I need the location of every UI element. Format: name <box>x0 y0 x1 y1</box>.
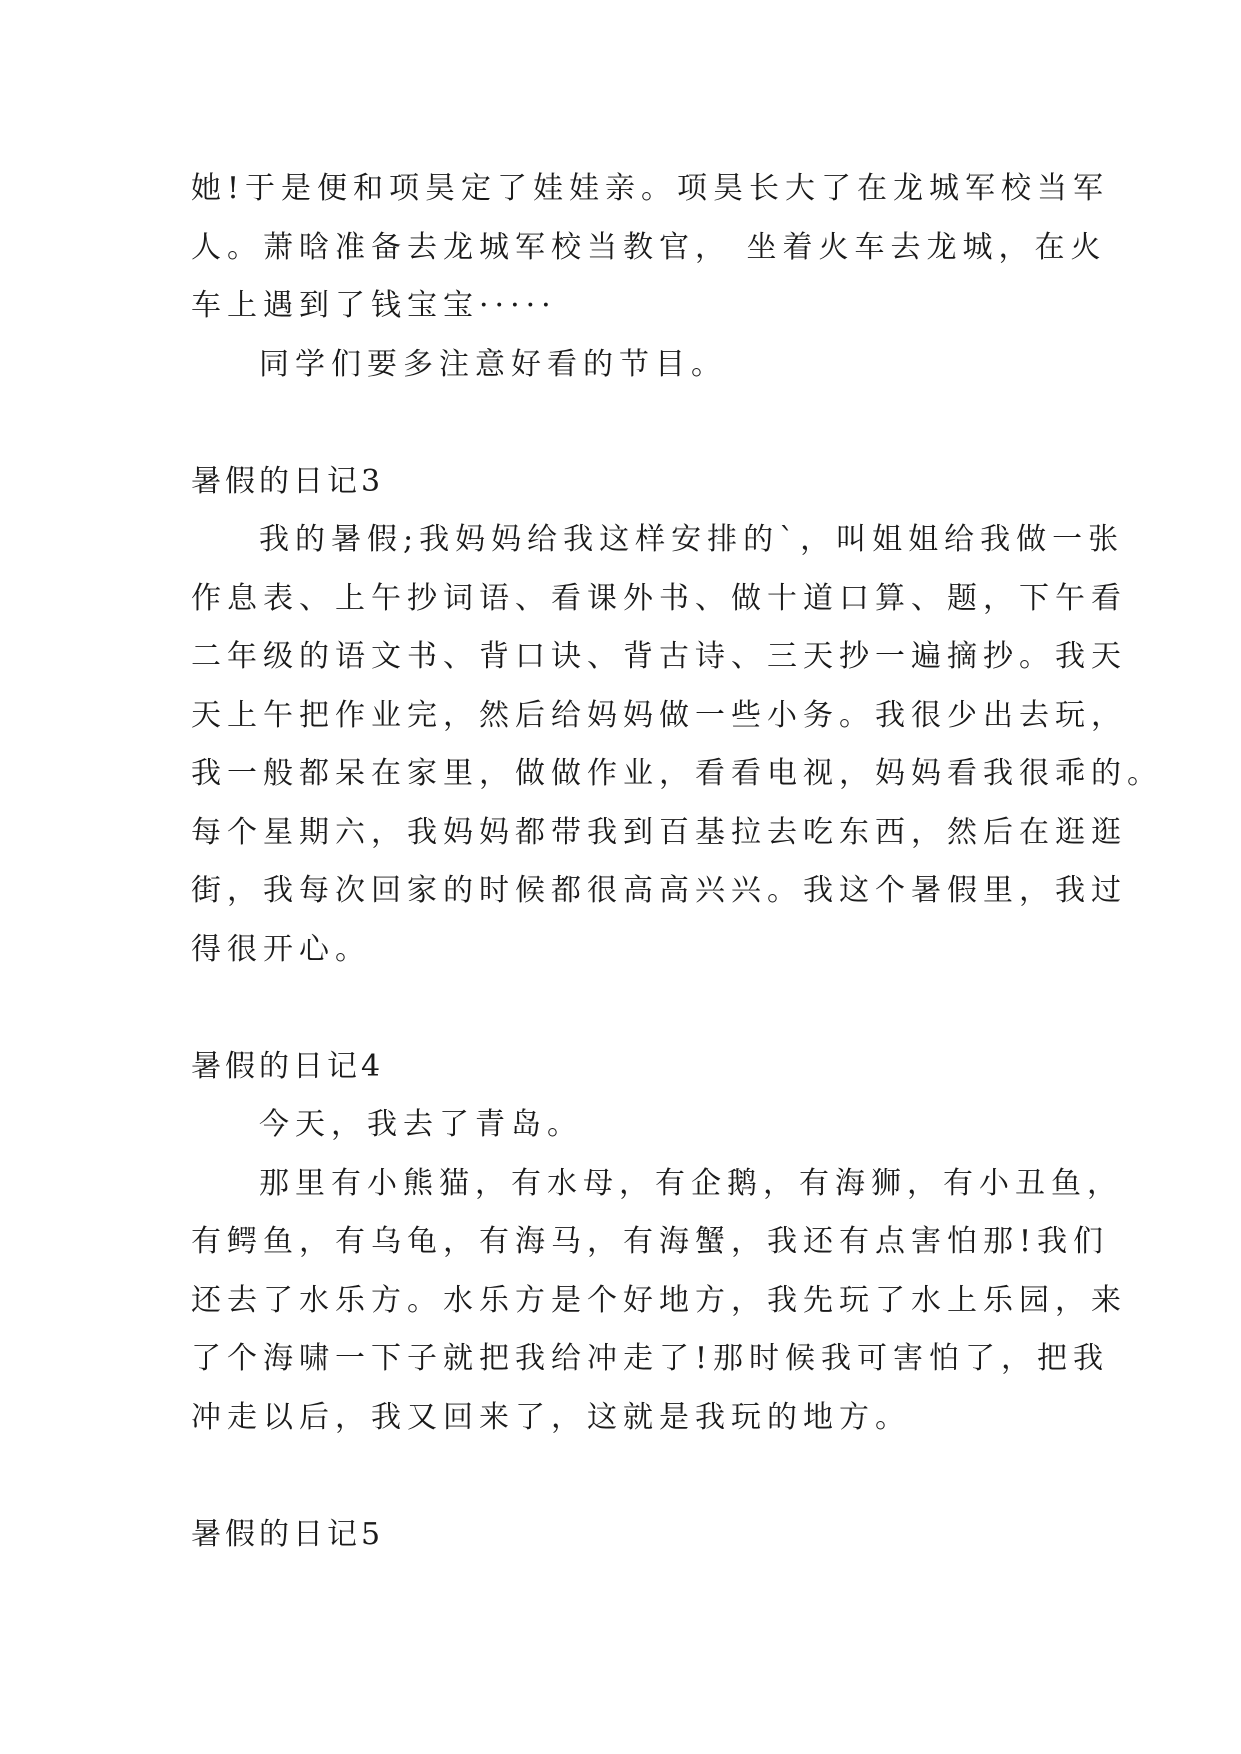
closing-sentence: 同学们要多注意好看的节目。 <box>259 346 727 382</box>
paragraph-line: 得很开心。 <box>191 931 371 967</box>
paragraph-line: 了个海啸一下子就把我给冲走了!那时候我可害怕了，把我 <box>191 1341 1110 1376</box>
section-gap <box>191 979 1051 1038</box>
paragraph-line: 二年级的语文书、背口诀、背古诗、三天抄一遍摘抄。我天 <box>191 639 1127 674</box>
paragraph-line: 那里有小熊猫，有水母，有企鹅，有海狮，有小丑鱼， <box>259 1165 1123 1201</box>
section-gap <box>191 394 1051 453</box>
paragraph-line: 她!于是便和项昊定了娃娃亲。项昊长大了在龙城军校当军 <box>191 171 1110 206</box>
paragraph-line: 还去了水乐方。水乐方是个好地方，我先玩了水上乐园，来 <box>191 1282 1127 1318</box>
paragraph-line: 天上午把作业完，然后给妈妈做一些小务。我很少出去玩， <box>191 697 1127 733</box>
paragraph-line: 作息表、上午抄词语、看课外书、做十道口算、题，下午看 <box>191 580 1127 616</box>
paragraph-line: 我一般都呆在家里，做做作业，看看电视，妈妈看我很乖的。 <box>191 756 1163 791</box>
paragraph-line: 有鳄鱼，有乌龟，有海马，有海蟹，我还有点害怕那!我们 <box>191 1224 1110 1259</box>
diary-3-title: 暑假的日记3 <box>191 463 385 499</box>
paragraph-line: 街，我每次回家的时候都很高高兴兴。我这个暑假里，我过 <box>191 873 1127 908</box>
paragraph-line: 冲走以后，我又回来了，这就是我玩的地方。 <box>191 1399 911 1435</box>
diary-5-title: 暑假的日记5 <box>191 1516 385 1552</box>
paragraph-line: 人。萧晗准备去龙城军校当教官， 坐着火车去龙城，在火 <box>191 229 1107 265</box>
diary-4-title: 暑假的日记4 <box>191 1048 385 1084</box>
paragraph-line: 车上遇到了钱宝宝····· <box>191 288 557 323</box>
paragraph-line: 我的暑假;我妈妈给我这样安排的`，叫姐姐给我做一张 <box>259 522 1125 557</box>
section-gap <box>191 1447 1051 1506</box>
document-body <box>191 160 1163 1564</box>
diary-4-intro: 今天，我去了青岛。 <box>259 1107 583 1142</box>
paragraph-line: 每个星期六，我妈妈都带我到百基拉去吃东西，然后在逛逛 <box>191 814 1127 850</box>
